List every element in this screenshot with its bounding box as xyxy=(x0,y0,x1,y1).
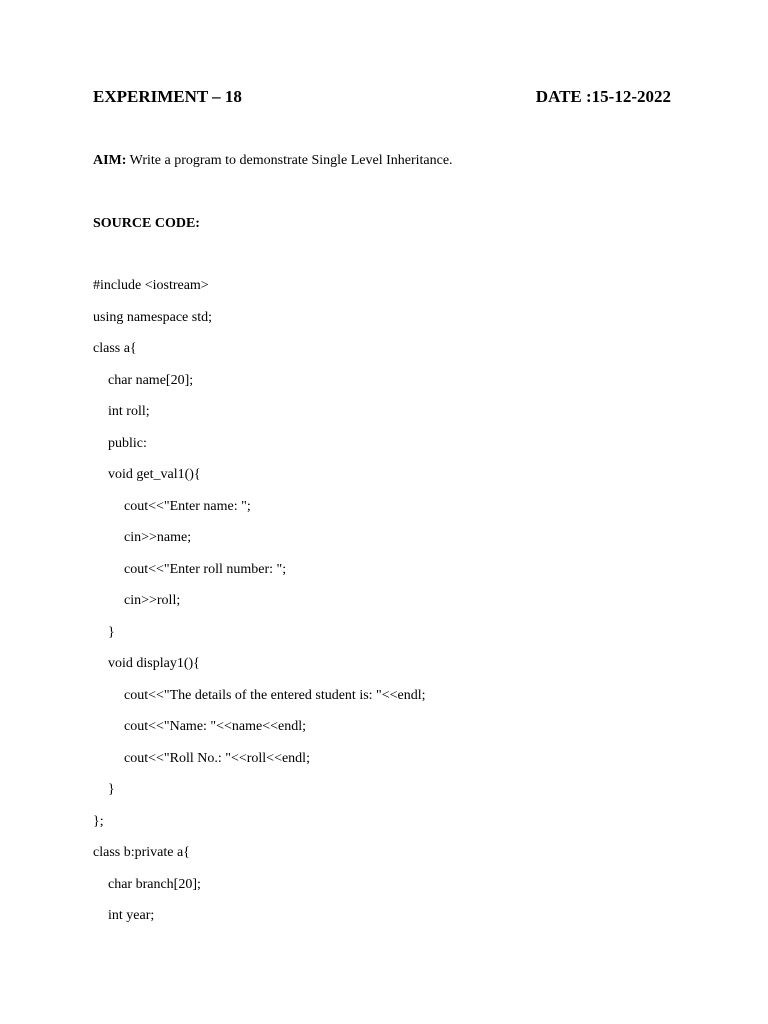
code-line: using namespace std; xyxy=(93,309,212,325)
code-line: } xyxy=(108,624,115,640)
aim-statement xyxy=(93,152,453,170)
code-line: cout<<"Name: "<<name<<endl; xyxy=(124,719,307,734)
code-line: public: xyxy=(108,435,147,451)
code-line: void display1(){ xyxy=(108,656,200,671)
code-line: void get_val1(){ xyxy=(108,467,201,482)
code-line: cout<<"Roll No.: "<<roll<<endl; xyxy=(124,750,310,766)
code-line: #include <iostream> xyxy=(93,278,209,293)
code-line: cout<<"The details of the entered student is: "<<endl; xyxy=(124,687,426,703)
source-code-block xyxy=(93,277,426,939)
code-line: cout<<"Enter roll number: "; xyxy=(124,561,287,577)
experiment-date: DATE :15-12-2022 xyxy=(535,87,671,106)
code-line: cin>>roll; xyxy=(124,593,181,608)
aim-label: AIM: xyxy=(93,153,127,168)
code-line: } xyxy=(108,782,115,797)
code-line: cout<<"Enter name: "; xyxy=(124,498,251,514)
code-line: }; xyxy=(93,813,104,829)
source-code-heading: SOURCE CODE: xyxy=(93,216,200,231)
code-line: int roll; xyxy=(108,404,150,419)
code-line: char branch[20]; xyxy=(108,876,201,892)
code-line: class b:private a{ xyxy=(93,845,190,860)
aim-text: Write a program to demonstrate Single Level Inheritance. xyxy=(126,153,453,168)
code-line: char name[20]; xyxy=(108,372,194,388)
code-line: int year; xyxy=(108,908,155,923)
experiment-title: EXPERIMENT – 18 xyxy=(93,87,242,106)
code-line: cin>>name; xyxy=(124,530,192,545)
code-line: class a{ xyxy=(93,341,137,356)
